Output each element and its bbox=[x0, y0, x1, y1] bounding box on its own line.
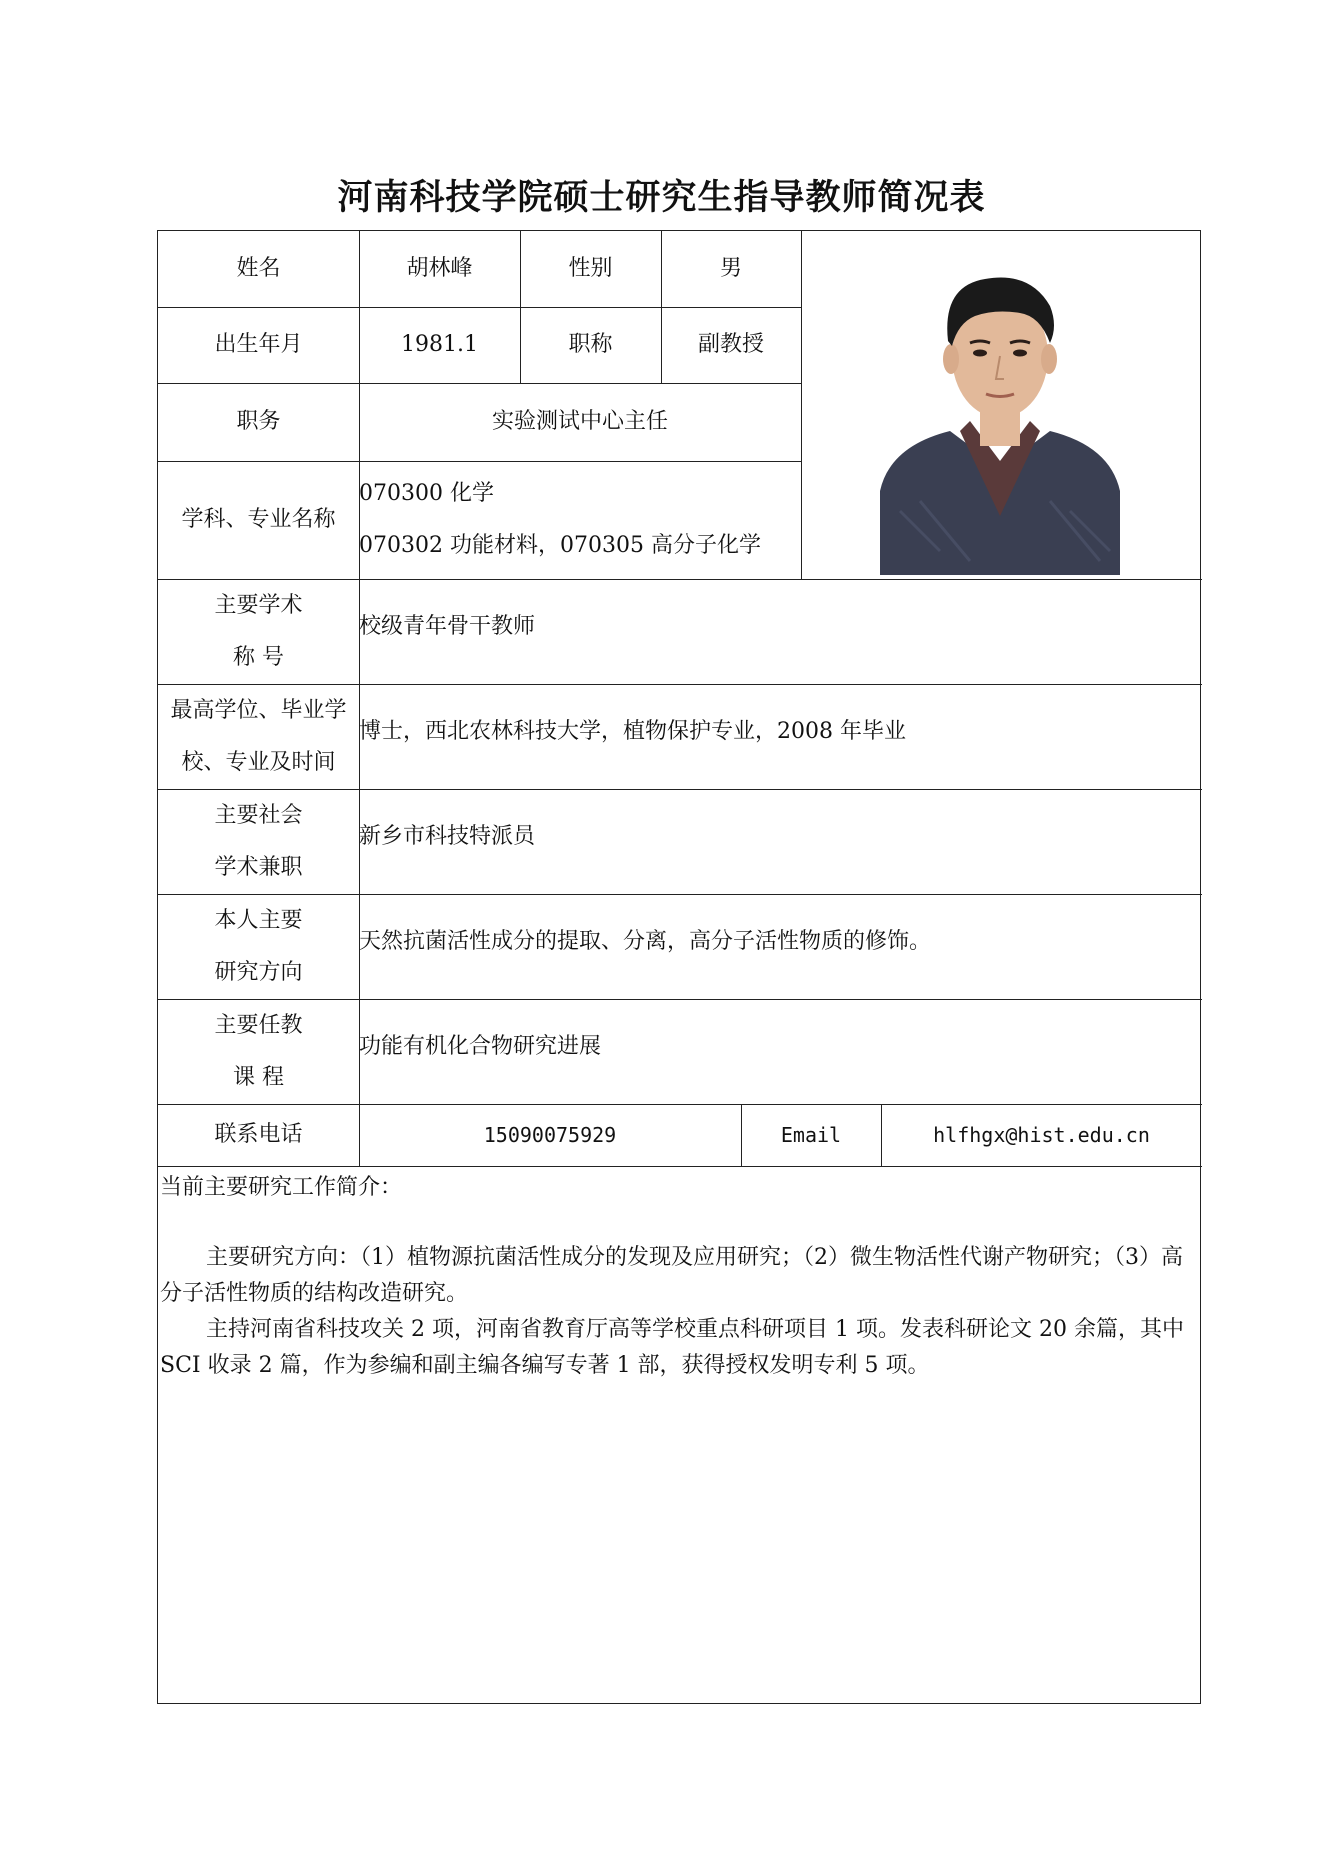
rule bbox=[158, 1166, 1202, 1167]
value-birth: 1981.1 bbox=[401, 332, 478, 357]
value-degree: 博士，西北农林科技大学，植物保护专业，2008 年毕业 bbox=[359, 719, 906, 744]
label-degree bbox=[158, 684, 359, 789]
label-email: Email bbox=[780, 1123, 842, 1147]
label-birth: 出生年月 bbox=[214, 332, 303, 357]
label-course-line-1: 主要任教 bbox=[214, 1012, 303, 1038]
value-honor: 校级青年骨干教师 bbox=[359, 614, 536, 639]
label-discipline: 学科、专业名称 bbox=[181, 507, 336, 532]
value-research: 天然抗菌活性成分的提取、分离，高分子活性物质的修饰。 bbox=[359, 929, 932, 954]
label-course-line-2: 课 程 bbox=[233, 1064, 284, 1090]
value-course: 功能有机化合物研究进展 bbox=[359, 1034, 602, 1059]
label-degree-line-2: 校、专业及时间 bbox=[181, 749, 336, 775]
intro-paragraph-1: 主要研究方向：（1）植物源抗菌活性成分的发现及应用研究；（2）微生物活性代谢产物研究；（3）高分子活性物质的结构改造研究。 bbox=[160, 1245, 1183, 1306]
value-discipline bbox=[359, 461, 801, 579]
label-social-line-1: 主要社会 bbox=[214, 802, 303, 828]
rule bbox=[801, 231, 802, 579]
discipline-line-1: 070300 化学 bbox=[359, 481, 494, 506]
value-phone: 15090075929 bbox=[483, 1123, 617, 1147]
value-social: 新乡市科技特派员 bbox=[359, 824, 536, 849]
discipline-line-2: 070302 功能材料，070305 高分子化学 bbox=[359, 533, 761, 558]
person-photo bbox=[880, 261, 1120, 575]
intro-paragraph-2: 主持河南省科技攻关 2 项，河南省教育厅高等学校重点科研项目 1 项。发表科研论文 20 余篇，其中 SCI 收录 2 篇，作为参编和副主编各编写专著 1 部，获得授权发明专利 5 项。 bbox=[160, 1317, 1184, 1378]
page-title: 河南科技学院硕士研究生指导教师简况表 bbox=[337, 178, 986, 218]
label-course bbox=[158, 999, 359, 1104]
value-name: 胡林峰 bbox=[406, 256, 473, 281]
label-gender: 性别 bbox=[568, 256, 613, 281]
label-social bbox=[158, 789, 359, 894]
label-name: 姓名 bbox=[236, 256, 281, 281]
value-rank: 副教授 bbox=[697, 332, 764, 357]
label-rank: 职称 bbox=[568, 332, 613, 357]
value-position: 实验测试中心主任 bbox=[491, 409, 668, 434]
research-intro bbox=[160, 1170, 1198, 1384]
label-honor bbox=[158, 579, 359, 684]
value-email: hlfhgx@hist.edu.cn bbox=[933, 1123, 1150, 1147]
label-honor-line-2: 称 号 bbox=[233, 644, 284, 670]
label-research-line-2: 研究方向 bbox=[214, 959, 303, 985]
label-social-line-2: 学术兼职 bbox=[214, 854, 303, 880]
label-degree-line-1: 最高学位、毕业学 bbox=[170, 697, 347, 723]
label-intro: 当前主要研究工作简介： bbox=[160, 1175, 403, 1200]
value-gender: 男 bbox=[719, 256, 742, 281]
label-position: 职务 bbox=[236, 409, 281, 434]
label-honor-line-1: 主要学术 bbox=[214, 592, 303, 618]
label-phone: 联系电话 bbox=[214, 1122, 303, 1147]
label-research-line-1: 本人主要 bbox=[214, 907, 303, 933]
label-research bbox=[158, 894, 359, 999]
